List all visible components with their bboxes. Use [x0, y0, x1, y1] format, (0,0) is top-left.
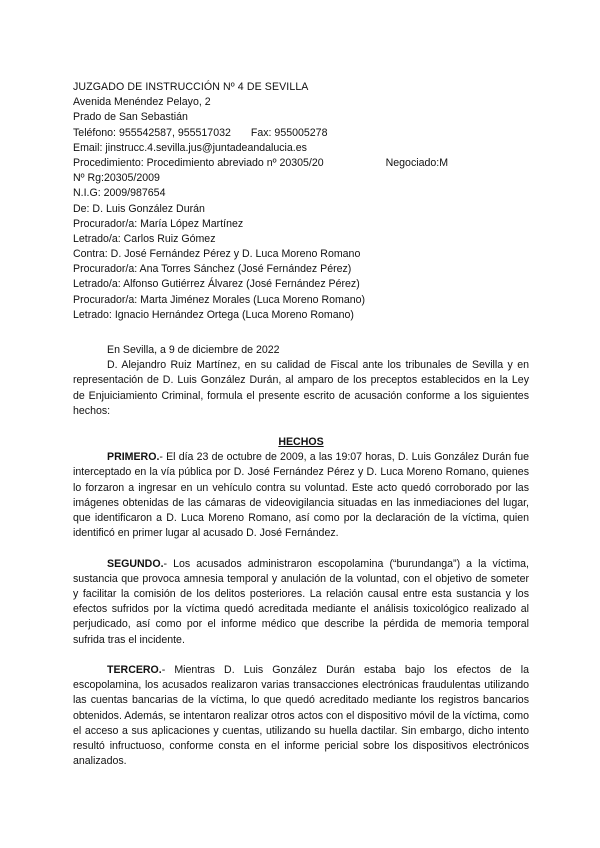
intro-paragraph: D. Alejandro Ruiz Martínez, en su calidad de Fiscal ante los tribunales de Sevilla y en representación de D. Luis González Durán, al amparo de los preceptos establecidos en la Ley de Enjuiciamiento Criminal, formula el presente escrito de acusación conforme a los siguientes hechos:: [73, 359, 529, 417]
court-fax: Fax: 955005278: [250, 126, 328, 139]
court-address-area: Prado de San Sebastián: [73, 111, 188, 124]
defendant-letrado-2: Letrado: Ignacio Hernández Ortega (Luca Moreno Romano): [73, 308, 354, 321]
fact-text-2: - Los acusados administraron escopolamina (“burundanga”) a la víctima, sustancia que provoca amnesia temporal y anulación de la voluntad, con el objetivo de someter y facilitar la comisión de los delitos posteriores. La relación causal entre esta sustancia y los efectos sufridos por la víctima quedó acreditada mediante el análisis toxicológico realizado al perjudicado, así como por el informe médico que describe la pérdida de memoria temporal sufrida tras el incidente.: [73, 557, 529, 646]
court-phone: Teléfono: 955542587, 955517032: [73, 126, 231, 139]
fact-label-1: PRIMERO.: [107, 451, 160, 464]
fact-paragraph-1: [73, 450, 529, 541]
court-contact-line: [73, 126, 543, 141]
court-email: Email: jinstrucc.4.sevilla.jus@juntadeandalucia.es: [73, 141, 307, 154]
registry-number: Nº Rg:20305/2009: [73, 172, 160, 185]
defendant-procurador-2: Procurador/a: Marta Jiménez Morales (Luca Moreno Romano): [73, 293, 366, 306]
fact-label-2: SEGUNDO.: [107, 557, 164, 570]
court-address-street: Avenida Menéndez Pelayo, 2: [73, 96, 211, 109]
procedure-number: Procedimiento: Procedimiento abreviado nº 20305/20: [73, 156, 324, 169]
document-body: [73, 343, 529, 769]
fact-text-3: - Mientras D. Luis González Durán estaba bajo los efectos de la escopolamina, los acusados realizaron varias transacciones electrónicas fraudulentas utilizando las cuentas bancarias de la víctima, lo que quedó acreditado mediante los registros bancarios obtenidos. Además, se intentaron realizar otros actos con el dispositivo móvil de la víctima, como el acceso a sus aplicaciones y cuentas, utilizando su huella dactilar. Sin embargo, dicho intento resultó infructuoso, conforme consta en el informe pericial sobre los dispositivos electrónicos analizados.: [73, 664, 529, 768]
plaintiff-procurador: Procurador/a: María López Martínez: [73, 217, 244, 230]
fact-label-3: TERCERO.: [107, 664, 162, 677]
defendant-letrado-1: Letrado/a: Alfonso Gutiérrez Álvarez (José Fernández Pérez): [73, 278, 360, 291]
date-line: En Sevilla, a 9 de diciembre de 2022: [107, 344, 280, 356]
fact-text-1: - El día 23 de octubre de 2009, a las 19:07 horas, D. Luis González Durán fue interceptado en la vía pública por D. José Fernández Pérez y D. Luca Moreno Romano, quienes lo forzaron a ingresar en un vehículo contra su voluntad. Este acto quedó corroborado por las imágenes obtenidas de las cámaras de videovigilancia situadas en las inmediaciones del lugar, que identificaron a D. Luca Moreno Romano, así como por la declaración de la víctima, quien identificó en primer lugar al acusado D. José Fernández.: [73, 451, 529, 540]
court-name: JUZGADO DE INSTRUCCIÓN Nº 4 DE SEVILLA: [73, 81, 309, 93]
procedure-line: [73, 156, 543, 171]
plaintiff-letrado: Letrado/a: Carlos Ruiz Gómez: [73, 232, 216, 245]
negociado: Negociado:M: [385, 156, 449, 169]
fact-paragraph-2: [73, 557, 529, 648]
fact-paragraph-3: [73, 663, 529, 769]
court-header: [73, 80, 543, 323]
plaintiff: De: D. Luis González Durán: [73, 202, 205, 215]
defendant-procurador-1: Procurador/a: Ana Torres Sánchez (José Fernández Pérez): [73, 263, 352, 276]
section-heading: HECHOS: [278, 436, 324, 449]
defendants: Contra: D. José Fernández Pérez y D. Luca Moreno Romano: [73, 248, 361, 261]
nig-number: N.I.G: 2009/987654: [73, 187, 166, 200]
